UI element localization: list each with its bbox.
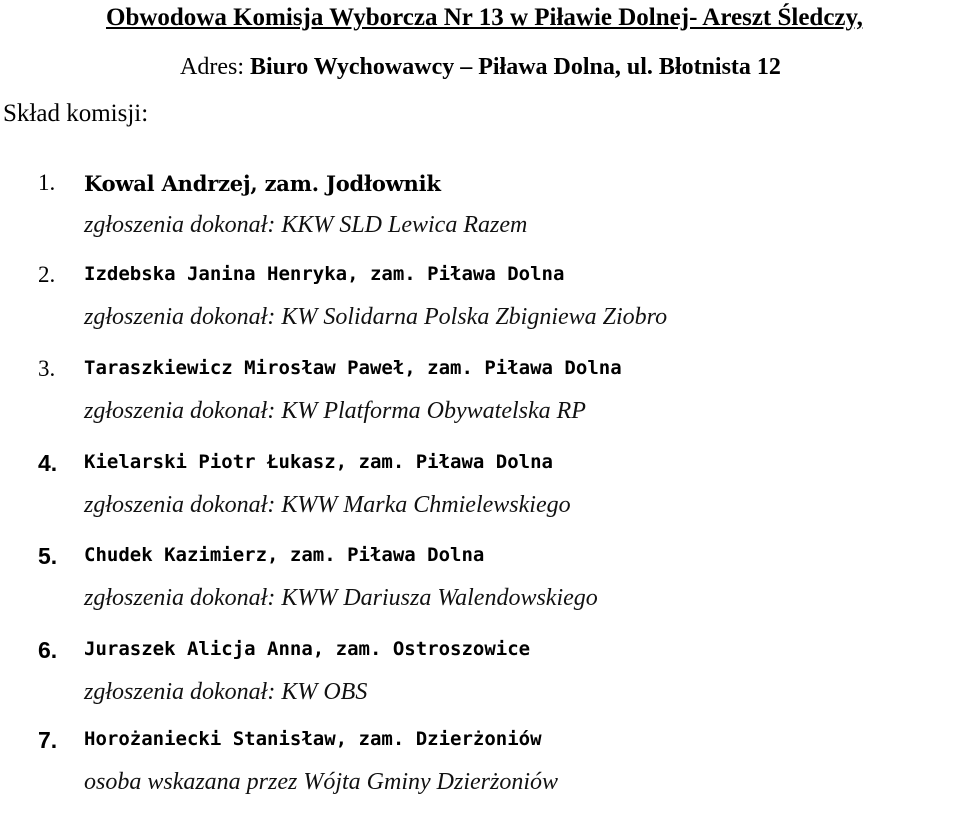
member-number: 5. [38, 543, 58, 569]
member-name: Horożaniecki Stanisław, zam. Dzierżoniów [84, 728, 542, 750]
member-nomination: zgłoszenia dokonał: KWW Dariusza Walendowskiego [84, 585, 598, 611]
member-number: 1. [38, 170, 56, 195]
composition-label: Skład komisji: [3, 100, 149, 127]
member-number: 7. [38, 727, 58, 753]
member-nomination: zgłoszenia dokonał: KKW SLD Lewica Razem [84, 212, 528, 238]
member-nomination: zgłoszenia dokonał: KW OBS [84, 679, 368, 705]
member-item [0, 356, 960, 448]
member-name: Taraszkiewicz Mirosław Paweł, zam. Piława Dolna [84, 357, 622, 379]
member-number: 2. [38, 262, 56, 287]
member-item [0, 637, 960, 729]
member-item [0, 262, 960, 354]
commission-title: Obwodowa Komisja Wyborcza Nr 13 w Piławie Dolnej- Areszt Śledczy, [106, 4, 863, 31]
member-nomination: osoba wskazana przez Wójta Gminy Dzierżoniów [84, 769, 559, 795]
member-item [0, 543, 960, 635]
member-item [0, 170, 960, 262]
address-prefix: Adres: [180, 54, 250, 80]
member-name: Izdebska Janina Henryka, zam. Piława Dolna [84, 263, 565, 285]
member-number: 3. [38, 356, 56, 381]
member-name: Chudek Kazimierz, zam. Piława Dolna [84, 544, 485, 566]
member-number: 6. [38, 637, 58, 663]
member-nomination: zgłoszenia dokonał: KW Solidarna Polska Zbigniewa Ziobro [84, 304, 668, 330]
address-value: Biuro Wychowawcy – Piława Dolna, ul. Błotnista 12 [249, 54, 781, 80]
member-item [0, 727, 960, 819]
member-name: Juraszek Alicja Anna, zam. Ostroszowice [84, 638, 531, 660]
member-item [0, 450, 960, 542]
member-name: Kielarski Piotr Łukasz, zam. Piława Dolna [84, 451, 553, 473]
member-nomination: zgłoszenia dokonał: KW Platforma Obywatelska RP [84, 398, 586, 424]
member-name: Kowal Andrzej, zam. Jodłownik [84, 171, 441, 196]
member-number: 4. [38, 450, 58, 476]
member-nomination: zgłoszenia dokonał: KWW Marka Chmielewskiego [84, 492, 571, 518]
